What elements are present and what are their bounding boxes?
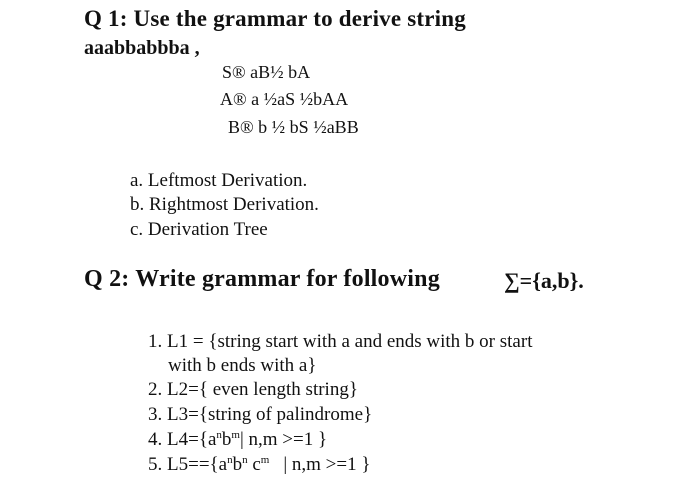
- grammar-rule-s: S® aB½ bA: [222, 62, 311, 82]
- language-l3: 3. L3={string of palindrome}: [148, 404, 373, 425]
- language-l1-line2: with b ends with a}: [168, 355, 317, 376]
- part-a-leftmost: a. Leftmost Derivation.: [130, 170, 308, 191]
- question-1-title: Q 1: Use the grammar to derive string: [84, 6, 466, 31]
- alphabet-definition: ∑={a,b}.: [504, 268, 584, 293]
- l5-c: c: [247, 454, 261, 475]
- l5-prefix: 5. L5=={a: [148, 454, 228, 475]
- l4-condition: | n,m >=1 }: [239, 429, 328, 450]
- l5-exp-n1: n: [227, 454, 233, 466]
- grammar-rule-b: B® b ½ bS ½aBB: [228, 117, 359, 137]
- target-string: aaabbabbba ,: [84, 37, 200, 59]
- l5-exp-n2: n: [242, 454, 248, 466]
- l5-exp-m: m: [260, 454, 270, 466]
- l4-exp-n: n: [216, 429, 222, 441]
- language-l4: [148, 429, 327, 451]
- language-l2: 2. L2={ even length string}: [148, 379, 358, 400]
- language-l5: [148, 454, 370, 476]
- l4-b: b: [221, 429, 232, 450]
- l5-b: b: [232, 454, 243, 475]
- part-c-tree: c. Derivation Tree: [130, 219, 268, 240]
- grammar-rule-a: A® a ½aS ½bAA: [220, 89, 349, 109]
- question-2-title: Q 2: Write grammar for following: [84, 266, 440, 292]
- language-l1-line1: 1. L1 = {string start with a and ends with b or start: [148, 331, 533, 352]
- part-b-rightmost: b. Rightmost Derivation.: [130, 194, 319, 215]
- l5-condition: | n,m >=1 }: [283, 454, 371, 475]
- l4-prefix: 4. L4={a: [148, 429, 217, 450]
- l4-exp-m: m: [231, 429, 240, 441]
